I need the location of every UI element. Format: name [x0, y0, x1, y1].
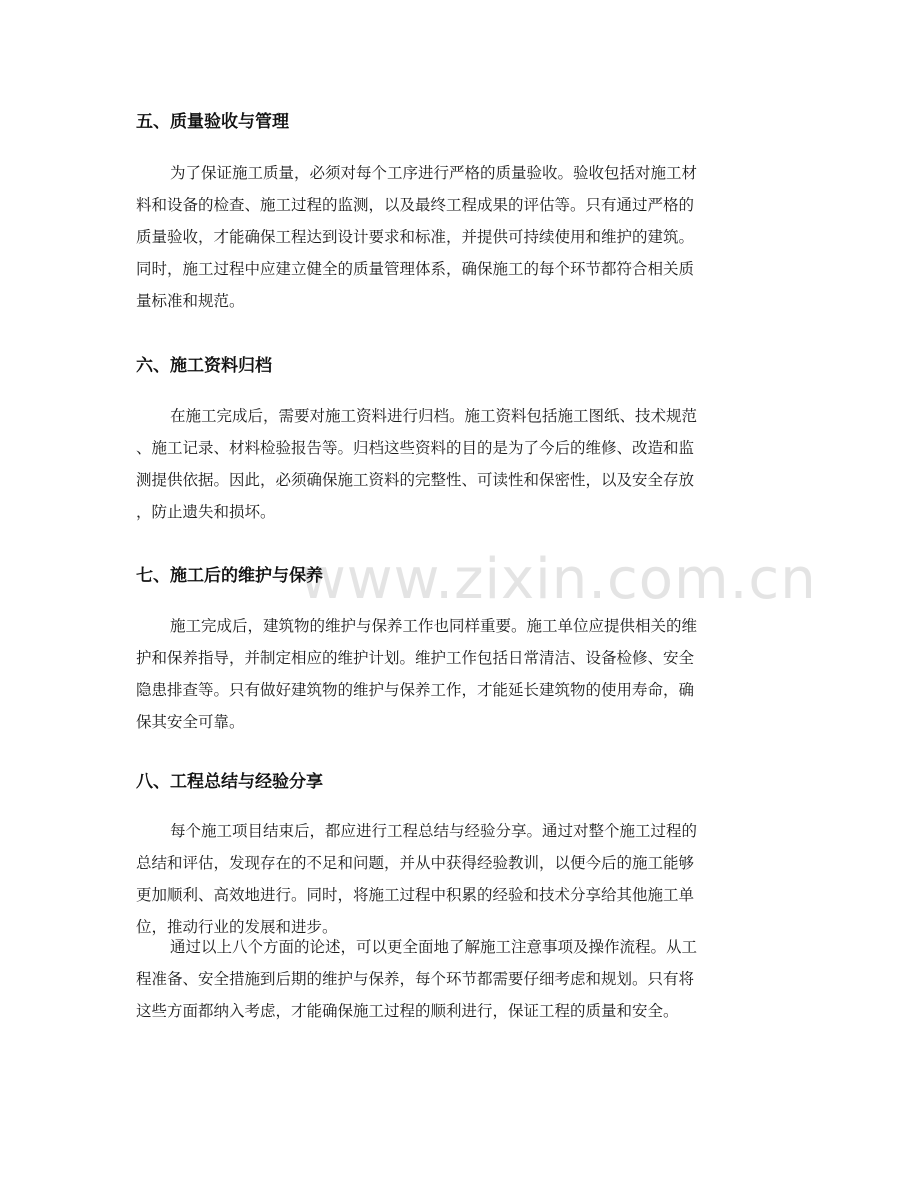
paragraph-line: 同时，施工过程中应建立健全的质量管理体系，确保施工的每个环节都符合相关质 — [136, 260, 695, 278]
section-heading-5: 五、质量验收与管理 — [136, 112, 289, 132]
paragraph-line: 护和保养指导，并制定相应的维护计划。维护工作包括日常清洁、设备检修、安全 — [136, 649, 695, 667]
section-paragraph-5 — [136, 157, 796, 317]
paragraph-line: 保其安全可靠。 — [136, 713, 245, 731]
paragraph-line: 这些方面都纳入考虑，才能确保施工过程的顺利进行，保证工程的质量和安全。 — [136, 1002, 679, 1020]
paragraph-line: 位，推动行业的发展和进步。 — [136, 918, 338, 936]
section-paragraph-8 — [136, 815, 796, 943]
section-paragraph-6 — [136, 400, 796, 528]
paragraph-line: 测提供依据。因此，必须确保施工资料的完整性、可读性和保密性，以及安全存放 — [136, 471, 695, 489]
paragraph-line: 通过以上八个方面的论述，可以更全面地了解施工注意事项及操作流程。从工 — [170, 938, 698, 956]
paragraph-line: 质量验收，才能确保工程达到设计要求和标准，并提供可持续使用和维护的建筑。 — [136, 228, 695, 246]
paragraph-line: 量标准和规范。 — [136, 292, 245, 310]
paragraph-line: 料和设备的检查、施工过程的监测，以及最终工程成果的评估等。只有通过严格的 — [136, 196, 695, 214]
paragraph-line: 更加顺利、高效地进行。同时，将施工过程中积累的经验和技术分享给其他施工单 — [136, 886, 695, 904]
paragraph-line: 在施工完成后，需要对施工资料进行归档。施工资料包括施工图纸、技术规范 — [170, 407, 698, 425]
paragraph-line: ，防止遗失和损坏。 — [136, 503, 276, 521]
section-paragraph-7 — [136, 610, 796, 738]
paragraph-line: 为了保证施工质量，必须对每个工序进行严格的质量验收。验收包括对施工材 — [170, 164, 698, 182]
closing-paragraph — [136, 931, 796, 1027]
paragraph-line: 施工完成后，建筑物的维护与保养工作也同样重要。施工单位应提供相关的维 — [170, 617, 698, 635]
section-heading-6: 六、施工资料归档 — [136, 356, 272, 376]
section-heading-7: 七、施工后的维护与保养 — [136, 566, 323, 586]
paragraph-line: 程准备、安全措施到后期的维护与保养，每个环节都需要仔细考虑和规划。只有将 — [136, 970, 695, 988]
paragraph-line: 总结和评估，发现存在的不足和问题，并从中获得经验教训，以便今后的施工能够 — [136, 854, 695, 872]
watermark: www.zixin.com.cn — [300, 547, 817, 612]
section-heading-8: 八、工程总结与经验分享 — [136, 772, 323, 792]
paragraph-line: 每个施工项目结束后，都应进行工程总结与经验分享。通过对整个施工过程的 — [170, 822, 698, 840]
paragraph-line: 隐患排查等。只有做好建筑物的维护与保养工作，才能延长建筑物的使用寿命，确 — [136, 681, 695, 699]
paragraph-line: 、施工记录、材料检验报告等。归档这些资料的目的是为了今后的维修、改造和监 — [136, 439, 695, 457]
